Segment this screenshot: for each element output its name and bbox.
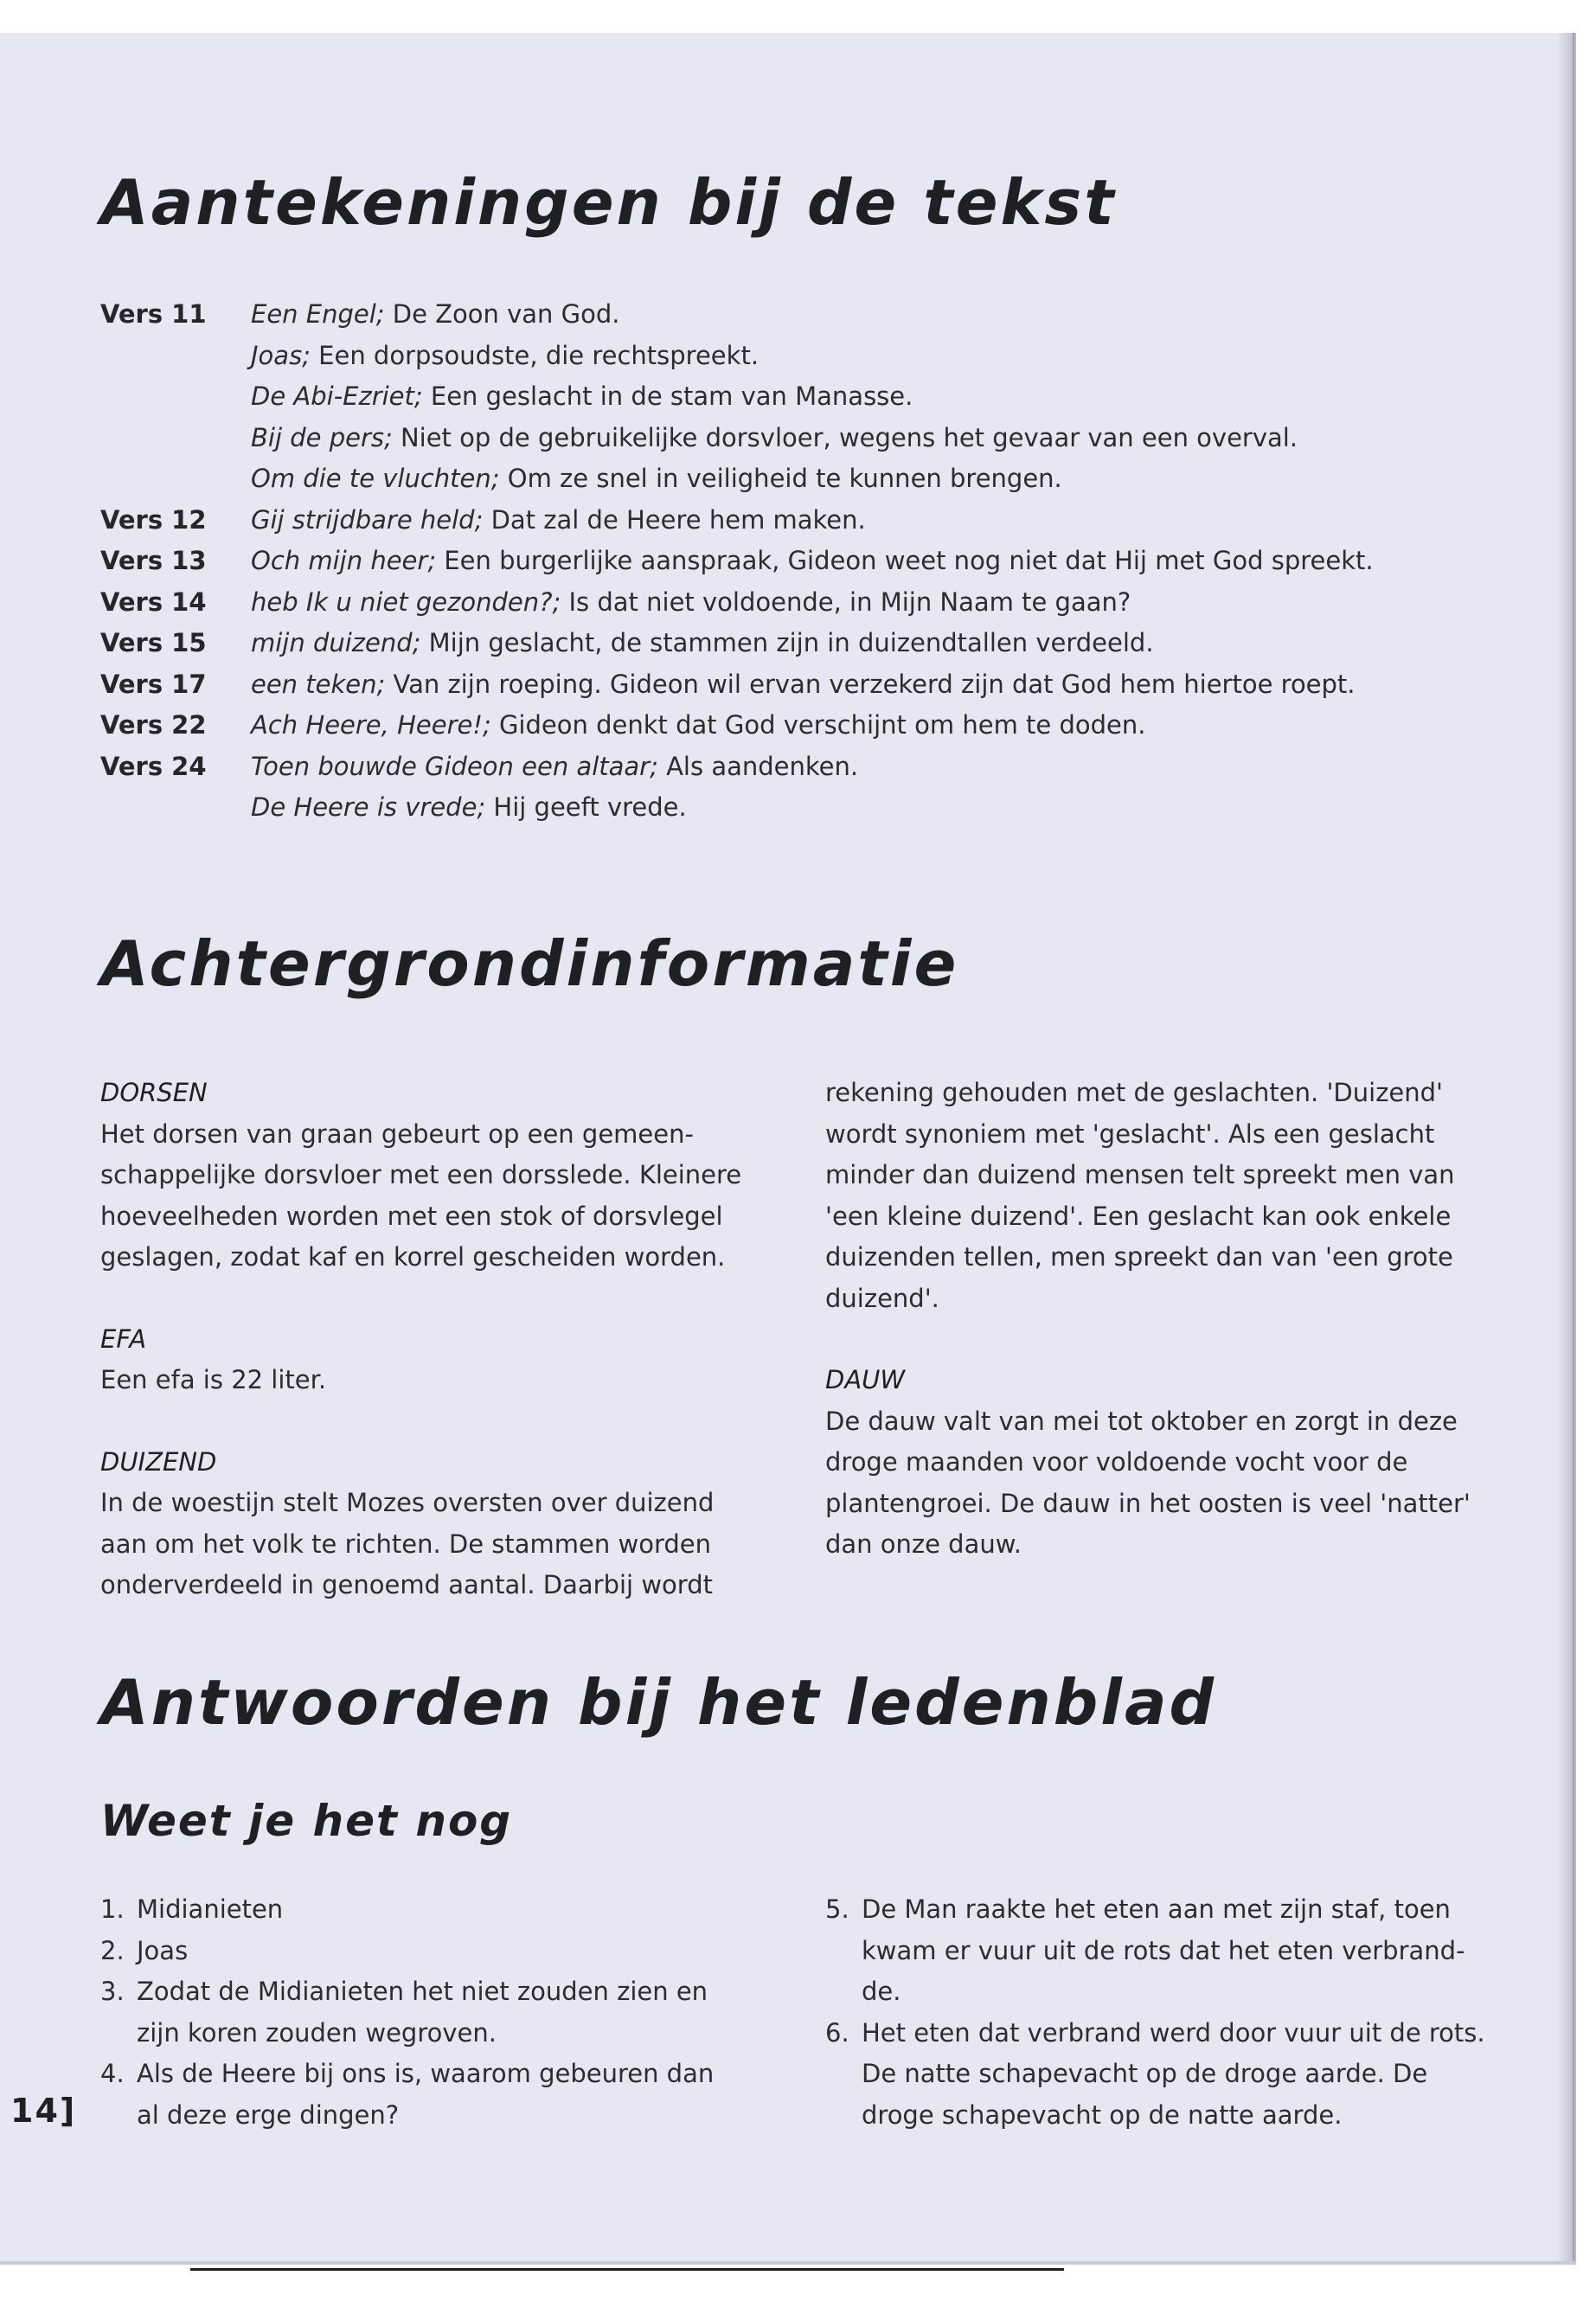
note-vers: Vers 11 — [100, 299, 207, 329]
note-term: heb Ik u niet gezonden?; — [251, 586, 561, 617]
note-term: Toen bouwde Gideon een altaar; — [251, 751, 658, 781]
answer-item — [100, 1931, 784, 1972]
book-spine-line — [1573, 33, 1574, 2265]
note-term: De Heere is vrede; — [251, 792, 486, 822]
answer-item — [100, 1889, 784, 1931]
note-text: Een dorpsoudste, die rechtspreekt. — [310, 340, 760, 370]
note-term: mijn duizend; — [251, 628, 421, 657]
note-vers: Vers 13 — [100, 546, 207, 575]
answer-line: zijn koren zouden wegroven. — [137, 2017, 497, 2048]
answer-line: De Man raakte het eten aan met zijn staf, toen — [862, 1894, 1451, 1924]
note-text: De Zoon van God. — [384, 299, 620, 329]
note-text: Van zijn roeping. Gideon wil ervan verzekerd zijn dat God hem hiertoe roept. — [385, 669, 1356, 699]
paragraph-line: 'een kleine duizend'. Een geslacht kan ook enkele — [825, 1201, 1452, 1231]
note-row — [100, 294, 1374, 336]
achtergrond-right-column — [825, 1073, 1535, 1566]
note-row — [100, 623, 1374, 664]
paragraph-line: minder dan duizend mensen telt spreekt men van — [825, 1160, 1455, 1189]
note-text: Een geslacht in de stam van Manasse. — [422, 381, 913, 411]
paragraph-line: wordt synoniem met 'geslacht'. Als een geslacht — [825, 1118, 1435, 1149]
answer-number: 1. — [100, 1894, 125, 1924]
paragraph-line: geslagen, zodat kaf en korrel gescheiden worden. — [100, 1242, 726, 1272]
note-row — [100, 541, 1374, 582]
note-row — [100, 582, 1374, 624]
heading-achtergrond: Achtergrondinformatie — [100, 927, 959, 1000]
note-text: Gideon denkt dat God verschijnt om hem te doden. — [490, 710, 1146, 740]
note-term: Een Engel; — [251, 299, 385, 329]
note-term: Och mijn heer; — [251, 546, 437, 575]
note-row — [100, 336, 1374, 377]
note-term: Joas; — [251, 340, 311, 370]
paragraph-line: Een efa is 22 liter. — [100, 1365, 327, 1394]
bottom-edge-mark — [190, 2268, 1064, 2271]
paragraph-line: aan om het volk te richten. De stammen worden — [100, 1529, 711, 1559]
note-row — [100, 705, 1374, 747]
paragraph-line: rekening gehouden met de geslachten. 'Duizend' — [825, 1078, 1444, 1107]
note-text: Dat zal de Heere hem maken. — [483, 504, 866, 535]
heading-aantekeningen: Aantekeningen bij de tekst — [100, 166, 1117, 239]
note-text: Hij geeft vrede. — [485, 792, 687, 822]
paragraph-line: In de woestijn stelt Mozes oversten over duizend — [100, 1488, 715, 1517]
subheading-dauw: DAUW — [825, 1365, 906, 1394]
answer-item — [100, 2054, 784, 2136]
paragraph-line: De dauw valt van mei tot oktober en zorgt in deze — [825, 1406, 1458, 1436]
note-term: Bij de pers; — [251, 422, 393, 452]
answer-line: al deze erge dingen? — [137, 2099, 400, 2130]
answer-number: 6. — [825, 2017, 849, 2048]
note-row — [100, 418, 1374, 459]
note-vers: Vers 24 — [100, 751, 207, 781]
note-vers: Vers 15 — [100, 628, 207, 657]
paragraph-line: dan onze dauw. — [825, 1529, 1022, 1559]
paragraph-line: plantengroei. De dauw in het oosten is veel 'natter' — [825, 1488, 1471, 1518]
answer-number: 4. — [100, 2059, 125, 2088]
note-vers: Vers 12 — [100, 504, 207, 535]
note-term: Om die te vluchten; — [251, 464, 500, 493]
answer-line: de. — [862, 1977, 901, 2006]
answer-line: Midianieten — [137, 1894, 284, 1924]
achtergrond-left-column — [100, 1073, 801, 1606]
subheading-dorsen: DORSEN — [100, 1078, 208, 1107]
heading-antwoorden: Antwoorden bij het ledenblad — [100, 1666, 1217, 1739]
answer-item — [825, 1889, 1535, 2013]
answer-line: kwam er vuur uit de rots dat het eten verbrand- — [862, 1935, 1465, 1965]
note-text: Niet op de gebruikelijke dorsvloer, wegens het gevaar van een overval. — [392, 422, 1298, 452]
answer-number: 5. — [825, 1894, 849, 1924]
answer-line: Als de Heere bij ons is, waarom gebeuren dan — [137, 2059, 715, 2088]
note-vers: Vers 14 — [100, 586, 207, 617]
answer-line: Zodat de Midianieten het niet zouden zien en — [137, 1977, 708, 2006]
paragraph-line: onderverdeeld in genoemd aantal. Daarbij wordt — [100, 1570, 713, 1599]
answer-item — [100, 1971, 784, 2054]
note-text: Is dat niet voldoende, in Mijn Naam te gaan? — [561, 586, 1131, 617]
note-text: Om ze snel in veiligheid te kunnen brengen. — [499, 464, 1062, 493]
note-text: Als aandenken. — [657, 751, 859, 781]
paragraph-line: duizend'. — [825, 1283, 939, 1313]
paragraph-line: Het dorsen van graan gebeurt op een gemeen- — [100, 1118, 694, 1149]
note-term: een teken; — [251, 669, 386, 699]
note-vers — [100, 458, 251, 500]
answer-number: 3. — [100, 1977, 125, 2006]
note-row — [100, 664, 1374, 706]
paragraph-line: schappelijke dorsvloer met een dorsslede. Kleinere — [100, 1160, 742, 1189]
note-vers — [100, 418, 251, 459]
answer-line: droge schapevacht op de natte aarde. — [862, 2099, 1343, 2130]
note-term: Gij strijdbare held; — [251, 504, 484, 535]
note-term: Ach Heere, Heere!; — [251, 710, 491, 740]
note-row — [100, 376, 1374, 418]
note-vers: Vers 22 — [100, 710, 207, 740]
note-vers — [100, 336, 251, 377]
note-vers — [100, 787, 251, 829]
note-text: Een burgerlijke aanspraak, Gideon weet nog niet dat Hij met God spreekt. — [436, 546, 1374, 575]
paragraph-line: droge maanden voor voldoende vocht voor de — [825, 1447, 1408, 1477]
answer-line: De natte schapevacht op de droge aarde. De — [862, 2059, 1428, 2088]
answers-left-column — [100, 1889, 784, 2136]
answers-right-column — [825, 1889, 1535, 2136]
subheading-efa: EFA — [100, 1324, 147, 1354]
note-text: Mijn geslacht, de stammen zijn in duizendtallen verdeeld. — [420, 628, 1154, 657]
note-row — [100, 500, 1374, 542]
notes-list — [100, 294, 1374, 829]
page-bottom-edge — [0, 2261, 1576, 2265]
note-term: De Abi-Ezriet; — [251, 381, 423, 411]
answer-line: Joas — [137, 1935, 189, 1965]
paragraph-line: duizenden tellen, men spreekt dan van 'een grote — [825, 1242, 1453, 1272]
heading-weet-je-het-nog: Weet je het nog — [100, 1796, 513, 1846]
note-row — [100, 787, 1374, 829]
answer-line: Het eten dat verbrand werd door vuur uit de rots. — [862, 2017, 1485, 2048]
page-number: 14] — [10, 2092, 77, 2130]
paragraph-line: hoeveelheden worden met een stok of dorsvlegel — [100, 1201, 723, 1231]
answer-item — [825, 2013, 1535, 2137]
note-row — [100, 747, 1374, 788]
subheading-duizend: DUIZEND — [100, 1446, 217, 1477]
note-vers — [100, 376, 251, 418]
note-vers: Vers 17 — [100, 669, 207, 699]
answer-number: 2. — [100, 1935, 125, 1965]
note-row — [100, 458, 1374, 500]
